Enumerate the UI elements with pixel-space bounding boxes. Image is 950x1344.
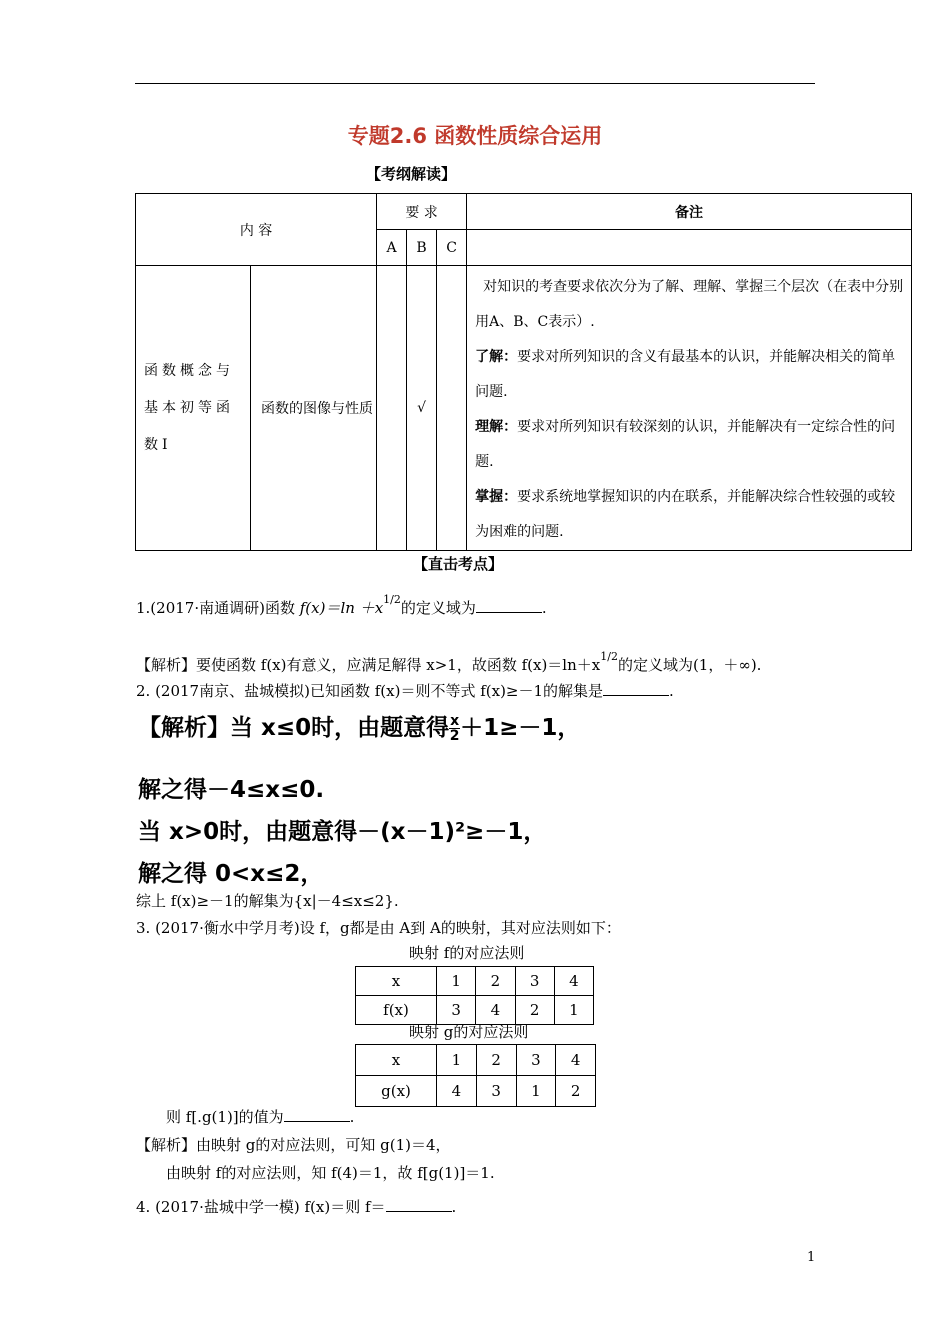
level-c: C: [437, 230, 467, 266]
q4-line: [136, 1196, 456, 1217]
q2-end: .: [669, 682, 674, 700]
q2-line: [136, 680, 674, 701]
q2-sol-line1: [138, 709, 580, 743]
note-intro: 对知识的考查要求依次分为了解、理解、掌握三个层次（在表中分别用A、B、C表示）.: [475, 279, 904, 330]
q1-sol-exp: 1/2: [600, 650, 618, 663]
category-cell: 函数概念与基本初等函数Ⅰ: [136, 266, 251, 551]
table-f-y1: 3: [437, 996, 476, 1025]
page-title: 专题2.6 函数性质综合运用: [347, 124, 603, 148]
q2-sol1-b: ＋1≥－1，: [460, 715, 581, 741]
q4-blank: [386, 1199, 452, 1212]
q1-func: f(x)＝ln ＋x: [299, 599, 384, 617]
outline-heading: 【考纲解读】: [366, 165, 457, 183]
note-empty: [467, 230, 912, 266]
q4-text: 4. (2017·盐城中学一模) f(x)＝则 f＝: [136, 1198, 386, 1216]
table-f-x1: 1: [437, 967, 476, 996]
mapping-f-table: [355, 966, 594, 1025]
q2-sol-line2: 解之得－4≤x≤0.: [138, 777, 325, 803]
table-f-x3: 3: [515, 967, 554, 996]
page-number: 1: [807, 1250, 816, 1265]
q3-ask-end: .: [349, 1108, 355, 1126]
table-g-y1: 4: [437, 1076, 477, 1107]
level-a: A: [377, 230, 407, 266]
q3-caption-f: 映射 f的对应法则: [409, 944, 525, 962]
note-l3-text: 要求系统地掌握知识的内在联系，并能解决综合性较强的或较为困难的问题.: [475, 489, 896, 540]
col-content-header: 内 容: [136, 194, 377, 266]
q4-end: .: [451, 1198, 457, 1216]
note-l2-text: 要求对所列知识有较深刻的认识，并能解决有一定综合性的问题.: [475, 419, 896, 470]
q3-caption-g: 映射 g的对应法则: [409, 1023, 529, 1041]
q1-sol-suffix: 的定义域为(1，＋∞).: [617, 656, 762, 674]
q3-line: 3. (2017·衡水中学月考)设 f，g都是由 A到 A的映射，其对应法则如下：: [136, 919, 621, 937]
q1-exp: 1/2: [383, 593, 401, 606]
table-f-y4: 1: [554, 996, 593, 1025]
q2-sol1-a: 【解析】当 x≤0时，由题意得: [138, 715, 450, 741]
table-g-y2: 3: [476, 1076, 516, 1107]
col-req-header: 要 求: [377, 194, 467, 230]
q3-blank: [284, 1109, 350, 1122]
q1-end: .: [541, 599, 547, 617]
q2-sol-line5: 综上 f(x)≥－1的解集为{x|－4≤x≤2}.: [136, 892, 399, 910]
table-f-header-fx: f(x): [356, 996, 437, 1025]
q3-sol-line2: 由映射 f的对应法则，知 f(4)＝1，故 f[g(1)]＝1.: [166, 1164, 495, 1182]
q1-sol-prefix: 【解析】要使函数 f(x)有意义，应满足解得 x>1，故函数 f(x)＝ln＋x: [136, 656, 601, 674]
table-g-x4: 4: [556, 1045, 596, 1076]
q3-ask: [166, 1106, 354, 1127]
note-l1-label: 了解：: [475, 349, 518, 365]
table-f-x4: 4: [554, 967, 593, 996]
header-rule: [135, 83, 815, 84]
note-master: [475, 480, 905, 550]
table-g-y3: 1: [516, 1076, 556, 1107]
frac-num: x: [450, 713, 460, 729]
table-g-x3: 3: [516, 1045, 556, 1076]
q2-sol-line3: 当 x>0时，由题意得－(x－1)²≥－1，: [138, 819, 547, 845]
q3-sol-line1: 【解析】由映射 g的对应法则，可知 g(1)＝4，: [136, 1136, 451, 1154]
note-comprehend: [475, 410, 905, 480]
table-g-header-gx: g(x): [356, 1076, 437, 1107]
table-g-x2: 2: [476, 1045, 516, 1076]
table-f-x2: 2: [476, 967, 515, 996]
frac-den: 2: [449, 728, 460, 744]
note-l1-text: 要求对所列知识的含义有最基本的认识，并能解决相关的简单问题.: [475, 349, 896, 400]
table-g-y4: 2: [556, 1076, 596, 1107]
table-f-y3: 2: [515, 996, 554, 1025]
level-b: B: [407, 230, 437, 266]
table-f-header-x: x: [356, 967, 437, 996]
mapping-g-table: [355, 1044, 596, 1107]
note-understand: [475, 340, 905, 410]
q2-fraction: [449, 714, 460, 743]
outline-table: [135, 193, 912, 551]
q2-text: 2. (2017南京、盐城模拟)已知函数 f(x)＝则不等式 f(x)≥－1的解集是: [136, 682, 604, 700]
q2-sol-line4: 解之得 0<x≤2，: [138, 861, 324, 887]
level-b-check: √: [407, 266, 437, 551]
note-cell: [467, 266, 912, 551]
q1-prefix: 1.(2017·南通调研)函数: [136, 599, 295, 617]
q3-ask-text: 则 f[.g(1)]的值为: [166, 1108, 284, 1126]
note-l2-label: 理解：: [475, 419, 518, 435]
note-l3-label: 掌握：: [475, 489, 518, 505]
table-f-y2: 4: [476, 996, 515, 1025]
level-c-cell: [437, 266, 467, 551]
q2-blank: [603, 683, 669, 696]
q1-blank: [476, 600, 542, 613]
section2-heading: 【直击考点】: [413, 555, 504, 573]
col-note-header: 备注: [467, 194, 912, 230]
level-a-cell: [377, 266, 407, 551]
q1-solution: [136, 650, 762, 675]
topic-cell: 函数的图像与性质: [251, 266, 377, 551]
q1-suffix: 的定义域为: [400, 599, 476, 617]
table-g-header-x: x: [356, 1045, 437, 1076]
q1-line: [136, 593, 547, 618]
table-g-x1: 1: [437, 1045, 477, 1076]
